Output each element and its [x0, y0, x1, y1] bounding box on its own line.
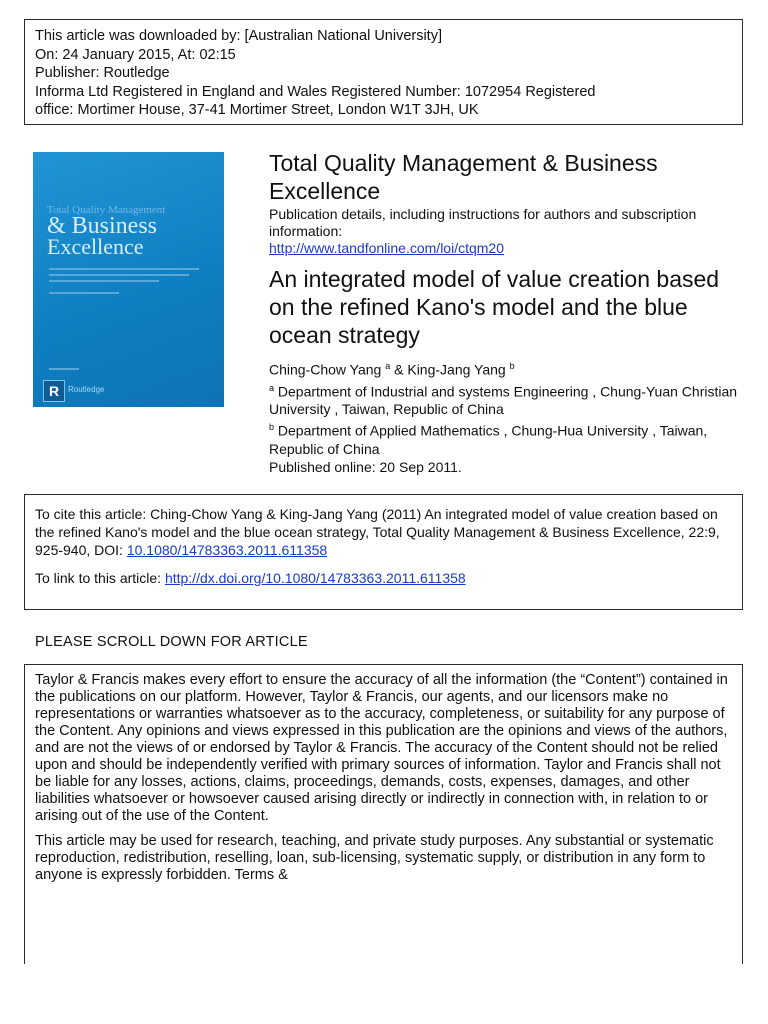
- usage-terms-paragraph: This article may be used for research, teaching, and private study purposes. Any substantial or systematic reproduction, redistribution, reselling, loan, sub-licensing, systematic supply, or distribution in any form to anyone is expressly forbidden. Terms &: [35, 833, 714, 883]
- published-date: Published online: 20 Sep 2011.: [269, 458, 462, 475]
- article-metadata: [269, 149, 739, 476]
- affiliation-text: Department of Industrial and systems Engineering , Chung-Yuan Christian University , Taiwan, Republic of China: [269, 383, 738, 418]
- affiliation-marker: a: [269, 382, 275, 393]
- affiliation-b: [269, 418, 739, 458]
- cover-text-line: [49, 368, 79, 370]
- citation-body: To cite this article: Ching-Chow Yang & King-Jang Yang (2011) An integrated model of value creation based on the refined Kano's model and the blue ocean strategy, Total Quality Management & Business Excellence, 22:9, 925-940, DOI:: [35, 506, 720, 558]
- authors: [269, 357, 739, 379]
- journal-cover-image: [33, 152, 224, 407]
- cover-text-line: [49, 292, 119, 294]
- affiliation-marker: b: [269, 422, 275, 433]
- link-label: To link to this article:: [35, 570, 165, 586]
- disclaimer-paragraph: Taylor & Francis makes every effort to ensure the accuracy of all the information (the “Content”) contained in the publications on our platform. However, Taylor & Francis, our agents, and our licensors make no representations or warranties whatsoever as to the accuracy, completeness, or suitability for any purpose of the Content. Any opinions and views expressed in this publication are the opinions and views of the authors, and are not the views of or endorsed by Taylor & Francis. The accuracy of the Content should not be relied upon and should be independently verified with primary sources of information. Taylor and Francis shall not be liable for any losses, actions, claims, proceedings, demands, costs, expenses, damages, and other liabilities whatsoever or howsoever caused arising directly or indirectly in connection with, in relation to or arising out of the use of the Content.: [35, 672, 728, 824]
- routledge-logo-icon: R: [43, 380, 65, 402]
- citation-text: [35, 505, 732, 559]
- article-doi-url-link[interactable]: http://dx.doi.org/10.1080/14783363.2011.611358: [164, 570, 466, 586]
- article-title: An integrated model of value creation based on the refined Kano's model and the blue ocean strategy: [269, 266, 720, 348]
- citation-box: [24, 494, 743, 610]
- cover-publisher-name: Routledge: [68, 385, 105, 394]
- publisher-line: Publisher: Routledge: [35, 65, 170, 81]
- registration-line: Informa Ltd Registered in England and Wales Registered Number: 1072954 Registered: [35, 83, 596, 100]
- doi-link[interactable]: 10.1080/14783363.2011.611358: [126, 542, 328, 558]
- download-line: This article was downloaded by: [Australian National University]: [35, 28, 442, 44]
- download-notice-box: [24, 19, 743, 125]
- author-affiliation-marker: b: [509, 361, 515, 371]
- cover-text-line: [49, 268, 199, 270]
- affiliation-a: [269, 379, 739, 419]
- author-affiliation-marker: a: [385, 361, 391, 371]
- scroll-down-notice: PLEASE SCROLL DOWN FOR ARTICLE: [35, 634, 308, 650]
- download-date-line: On: 24 January 2015, At: 02:15: [35, 46, 236, 63]
- cover-small-title: Total Quality Management: [47, 204, 166, 216]
- office-line: office: Mortimer House, 37-41 Mortimer Street, London W1T 3JH, UK: [35, 102, 479, 118]
- cover-title-line1: & Business: [47, 213, 158, 239]
- journal-url-link[interactable]: http://www.tandfonline.com/loi/ctqm20: [269, 240, 505, 256]
- author-separator: &: [390, 361, 408, 378]
- author-name: Ching-Chow Yang: [269, 361, 382, 378]
- journal-title: Total Quality Management & Business Excellence: [269, 150, 658, 204]
- cover-text-line: [49, 280, 159, 282]
- cover-title-line2: Excellence: [47, 234, 144, 259]
- affiliation-text: Department of Applied Mathematics , Chung-Hua University , Taiwan, Republic of China: [269, 422, 708, 457]
- disclaimer-box: [24, 664, 743, 964]
- cover-text-line: [49, 274, 189, 276]
- article-link-line: [35, 569, 732, 587]
- author-name: King-Jang Yang: [407, 361, 506, 378]
- publication-details: Publication details, including instructions for authors and subscription information:: [269, 206, 697, 239]
